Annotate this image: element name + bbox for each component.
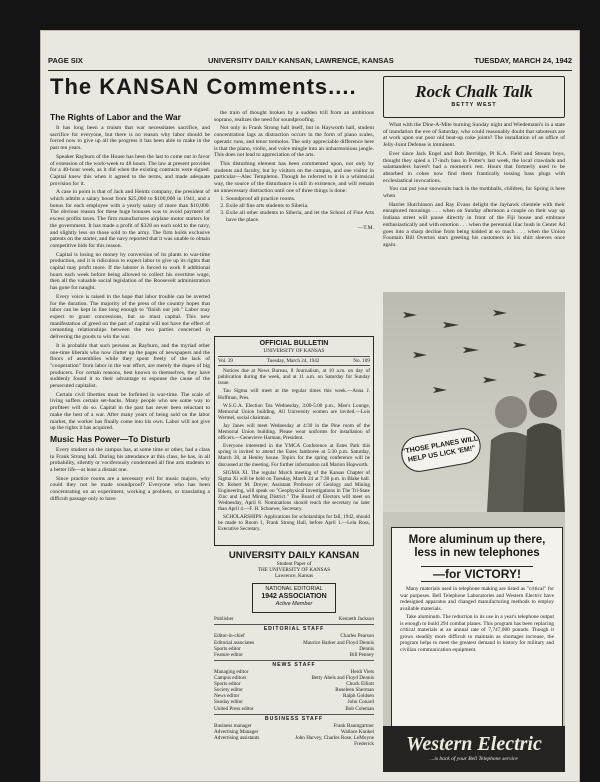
bulletin-date: Tuesday, March 24, 1942 (266, 358, 320, 365)
plane-icon (433, 387, 447, 393)
udk-line: Student Paper of (276, 561, 312, 567)
plane-icon (533, 372, 547, 378)
brand-name: Western Electric (406, 733, 542, 755)
official-bulletin (214, 336, 374, 546)
staff-row: Advertising assistants John Harvey, Charles Rose, LeMoyne Frederick (214, 734, 374, 747)
column-middle (214, 110, 374, 232)
column-right (383, 122, 565, 251)
staff-box (214, 550, 374, 747)
soldier-figures (487, 390, 565, 512)
column-byline: BETTY WEST (451, 102, 497, 108)
staff-row: Society editor Roseleen Sherman (214, 687, 374, 694)
ad-body (392, 586, 562, 653)
bulletin-volume: Vol. 39 (218, 358, 233, 365)
article-headline: The Rights of Labor and the War (50, 112, 181, 122)
staff-row: Advertising Manager Wallace Kunkel (214, 728, 374, 735)
article-paragraph: It has long been a truism that war necessitates sacrifice, and sacrifice for everyone, but there is no reason why labor should be forced now to give up all the progress it has been able to make in the past ten years. (50, 125, 210, 152)
bulletin-number: No. 109 (353, 358, 370, 365)
staff-row: Sunday editor John Conard (214, 699, 374, 706)
bulletin-item: Tau Sigma will meet at the regular times this week.—Anna J. Hoffman, Pres. (218, 388, 370, 401)
brand-tagline: ...is back of your Bell Telephone service (430, 756, 518, 762)
column-paragraph: You can put your snowsuits back in the mothballs, children, for Spring is here when (383, 186, 565, 200)
page-number: PAGE SIX (48, 56, 83, 65)
ad-illustration (383, 292, 565, 512)
staff-row: Managing editor Heidi Viets (214, 668, 374, 675)
list-item: 3. Exile all other students to Siberia, and let the School of Fine Arts have the place. (226, 210, 374, 223)
western-electric-ad (383, 292, 565, 772)
column-title: Rock Chalk Talk (415, 82, 533, 101)
newspaper-page (40, 30, 580, 782)
staff-row: Feature editor Bill Penney (214, 651, 374, 658)
paper-name: UNIVERSITY DAILY KANSAN, LAWRENCE, KANSAS (208, 56, 394, 65)
article-paragraph: Every student on the campus has, at some time or other, had a class in Frank Strong hall. During his attendance at this class, he has, in all probability, silently or vociferously condemned all fine arts students to a better life—at least a distant one. (50, 446, 210, 474)
list-item: 2. Exile all fine arts students to Siberia. (226, 203, 374, 210)
staff-row: Editorial associates Maurice Barker and Floyd Dennis (214, 639, 374, 646)
header-rule (48, 70, 572, 71)
udk-line: Lawrence, Kansas (274, 573, 314, 580)
planes-illustration (383, 292, 565, 512)
nea-badge (252, 583, 336, 613)
column-paragraph: Harriet Hutchinson and Ray Evans delight the Jayhawk clientele with their enraptured mousings . . . when on Sunday afternoon a couple on their way up Indiana street will pause directly in front of the Fiji house and embrace enthusiastically and with emotion . . . when the perennial lilac bush in Center Ad goes into a sharp decline from being kidded at so much . . . when the Union Fountain Bill Overton stars greeting his customers in his shirt sleeves once again. (383, 201, 565, 248)
column-left (50, 110, 210, 505)
article-paragraph: It is probable that such persons as Rayburn, and the myriad other one-time liberals who now clutter up the pages of newspapers and the floors of assemblies while they spout freely of the lack of "cooperation" from labor in the war effort, are merely the dupes of big producers. For certain reasons, best known to themselves, they have suddenly found it to their advantage to espouse the cause of the persecuted capitalist. (50, 342, 210, 390)
plane-icon (513, 342, 527, 348)
staff-row: Sports editor Dennis (214, 645, 374, 652)
bulletin-item: Everyone interested in the YMCA Conference at Estes Park this spring is invited to attend the Estes Jamboree at 5:30 p.m. Saturday, March 28, at Henley house. Topics for the spring conference will be discussed at the meeting. For further information call Marion Hopworth. (218, 443, 370, 468)
staff-row: Publisher Kenneth Jackson (214, 616, 374, 623)
staff-row: Sports editor Chuck Elliott (214, 681, 374, 688)
udk-line: THE UNIVERSITY OF KANSAS (257, 567, 331, 574)
staff-row: United Press editor Bob Coleman (214, 705, 374, 712)
article-paragraph: Not only in Frank Strong hall itself, but in Hayworth hall, student concentration lags as distraction occurs in the form of piano scales, operatic runs, and tenor tremolos. The only appreciable difference here is that the piano, violin, and voice mingle into an unharmonious jangle. This does not lead to appreciation of the arts. (214, 125, 374, 159)
badge-top: NATIONAL EDITORIAL (265, 586, 323, 593)
staff-row: News editor Ralph Goldsen (214, 693, 374, 700)
signature: —T.M. (357, 225, 374, 232)
numbered-list (226, 196, 374, 223)
article-headline: Music Has Power—To Disturb (50, 433, 171, 444)
staff-row: Editor-in-chief Charles Pearson (214, 633, 374, 640)
article-paragraph: Capital is losing no money by conversion of its plants to war-time production, and it is ridiculous to expect labor to give up its rights that capital may profit more. If the laborer is forced to work 8 additional hours each week before being allowed to collect his overtime wage, then all the valuable social legislation of the Roosevelt administration has gone for naught. (50, 251, 210, 292)
bulletin-subtitle: UNIVERSITY OF KANSAS (263, 348, 325, 354)
list-item: 1. Soundproof all practice rooms. (226, 196, 374, 203)
ad-copy-box (391, 527, 563, 739)
column-paragraph: What with the Dine-A-Mite burning Sunday night and Wiedemann's in a state of inundation the eve of Saturday, who could reasonably doubt that saboteurs are at work upon our poor old beat-up coke joints? The installation of an office of Jelly-Joint Defense is imminent. (383, 122, 565, 149)
article-paragraph: Since practice rooms are a necessary evil for music majors, why could they not be made soundproof? Everyone who has been concentrating on an experiment, working a problem, or translating a difficult passage only to have (50, 475, 210, 502)
staff-heading: NEWS STAFF (214, 660, 374, 668)
speech-bubble: "THOSE PLANES WILL HELP US LICK 'EM!" (398, 425, 483, 474)
bulletin-item: SIGMA XI. The regular March meeting of the Kansas Chapter of Sigma Xi will be held on Tuesday, March 24 at 7:30 p.m. in Blake hall. Dr. Robert M. Dreyer, Assistant Professor of Geology and Mining Engineering, will speak on "Geophysical Investigations in The Tri-State Zinc and Lead Mining District." The Board of Electors will meet on Wednesday, April 8. Nominations should reach the secretary no later than April 4.—F. H. Schoewe, Secretary. (218, 469, 370, 513)
staff-heading: EDITORIAL STAFF (214, 624, 374, 632)
plane-icon (403, 312, 417, 318)
bulletin-meta (218, 356, 370, 366)
badge-mid: 1942 ASSOCIATION (261, 593, 327, 601)
bulletin-note: Notices due at News Bureau, 8 Journalism, at 10 a.m. on day of publication during the week, and at 11 a.m. on Saturday for Sunday issue. (218, 368, 370, 387)
ad-victory: —for VICTORY! (421, 566, 533, 582)
ad-headline: More aluminum up there, less in new telephones (408, 534, 546, 559)
bulletin-item: W.S.G.A. Election Tea Wednesday, 3:00-5:00 p.m., Men's Lounge, Memorial Union building. All University women are invited.—Lois Wermel, social chairman. (218, 402, 370, 421)
bulletin-title: OFFICIAL BULLETIN (259, 340, 329, 347)
plane-icon (493, 310, 507, 316)
plane-icon (483, 377, 497, 383)
ad-paragraph: Take aluminum. The reduction in its use in a year's telephone output is enough to build 294 combat planes. This program has been replacing critical materials at an annual rate of 7,747,000 pounds. Though it grows steadily more difficult to maintain as shortages increase, the program helps to meet the greatest demand in history for military and civilian communication equipment. (400, 614, 554, 653)
article-paragraph: A case in point is that of Jack and Heintz company, the president of which admits a salary boost from $25,000 to $100,000 in 1941, and a bonus for each employee with a yearly salary of more than $10,000. The obvious reason for these huge bonuses was to avoid payment of excess profits taxes. The firm manufactures airplane motor starters for the government. It has made a profit of $328 on each sold to the navy, and slightly less on those sold to the army. The firm holds exclusive patents on the starter, and the navy reported that it was unable to obtain competitive bids for this reason. (50, 189, 210, 249)
column-paragraph: Ever since Jack Engel and Bob Berridge, Pi K.A. Field and Stream boys, thought they spied a 17-inch bass in Potter's last week, the local crawdads and salamanders haven't had a moment's rest. Hours that formerly used to be absorbed in cokes now find them frantically tossing bass plugs with ecclesiastical invocations. (383, 150, 565, 184)
ad-paragraph: Many materials used in telephone making are listed as "critical" for war purposes. Bell Telephone Laboratories and Western Electric have redesigned apparatus and changed manufacturing methods to employ available materials. (400, 586, 554, 612)
rock-chalk-talk-banner (383, 76, 565, 118)
article-paragraph: Every voice is raised in the hope that labor trouble can be averted for the duration. The majority of the press of the country hopes that labor can be kept in line long enough to "finish our job." Labor may expect to grant concessions, but so must capital. This new manifestation of greed on the part of capital will not have the effect of cementing relationships between the two parties concerned in delivering the goods to win the war. (50, 293, 210, 341)
page-header (48, 56, 572, 70)
plane-icon (443, 322, 459, 328)
badge-bottom: Active Member (275, 601, 313, 608)
udk-title: UNIVERSITY DAILY KANSAN (228, 550, 360, 561)
plane-icon (413, 352, 427, 358)
article-paragraph: This disturbing element has been commented upon, not only by students and faculty, but by visitors on the campus, and one visitor in particular—Alec Templeton. Though he referred to it in a whimsical way, the source of the disturbance is still in existence, and will remain an unnecessary distraction until one of three things is done: (214, 160, 374, 194)
editorial-masthead: The KANSAN Comments.... (50, 74, 357, 99)
article-paragraph: Certain civil liberties must be forfeited in war-time. The scale of living suffers certain set-backs. Many people who see some way to profiteer will do so. Capital in the past has never been reluctant to make the best of a war. After many years of being sold on the labor market, the worker has finally come into his own. Labor will not give up the rights it has acquired. (50, 391, 210, 432)
article-paragraph: the train of thought broken by a sudden trill from an ambitious soprano, realizes the need for soundproofing. (214, 110, 374, 123)
bulletin-item: Jay Janes will meet Wednesday at 4:30 in the Pine room of the Memorial Union building. Please wear uniforms for installation of officers.—Genevieve Harman, President. (218, 422, 370, 442)
western-electric-logo (383, 726, 565, 772)
staff-row: Campus editors Betty Abels and Floyd Dennis (214, 675, 374, 682)
bulletin-item: SCHOLARSHIPS: Applications for scholarships for fall, 1942, should be made to Room 1, Frank Strong Hall, before April 1.—Lela Ross, Executive Secretary. (218, 514, 370, 533)
staff-row: Business manager Frank Baumgartner (214, 722, 374, 729)
plane-icon (463, 347, 479, 353)
article-paragraph: Speaker Rayburn of the House has been the last to come out in favor of extension of the work-week to 48 hours. The law at present provides for a 40-hour week, as it did when the existing contracts were signed. Capital knew this when it agreed to the terms, and made adequate provision for it. (50, 153, 210, 187)
staff-heading: BUSINESS STAFF (214, 714, 374, 722)
issue-date: TUESDAY, MARCH 24, 1942 (474, 56, 572, 65)
